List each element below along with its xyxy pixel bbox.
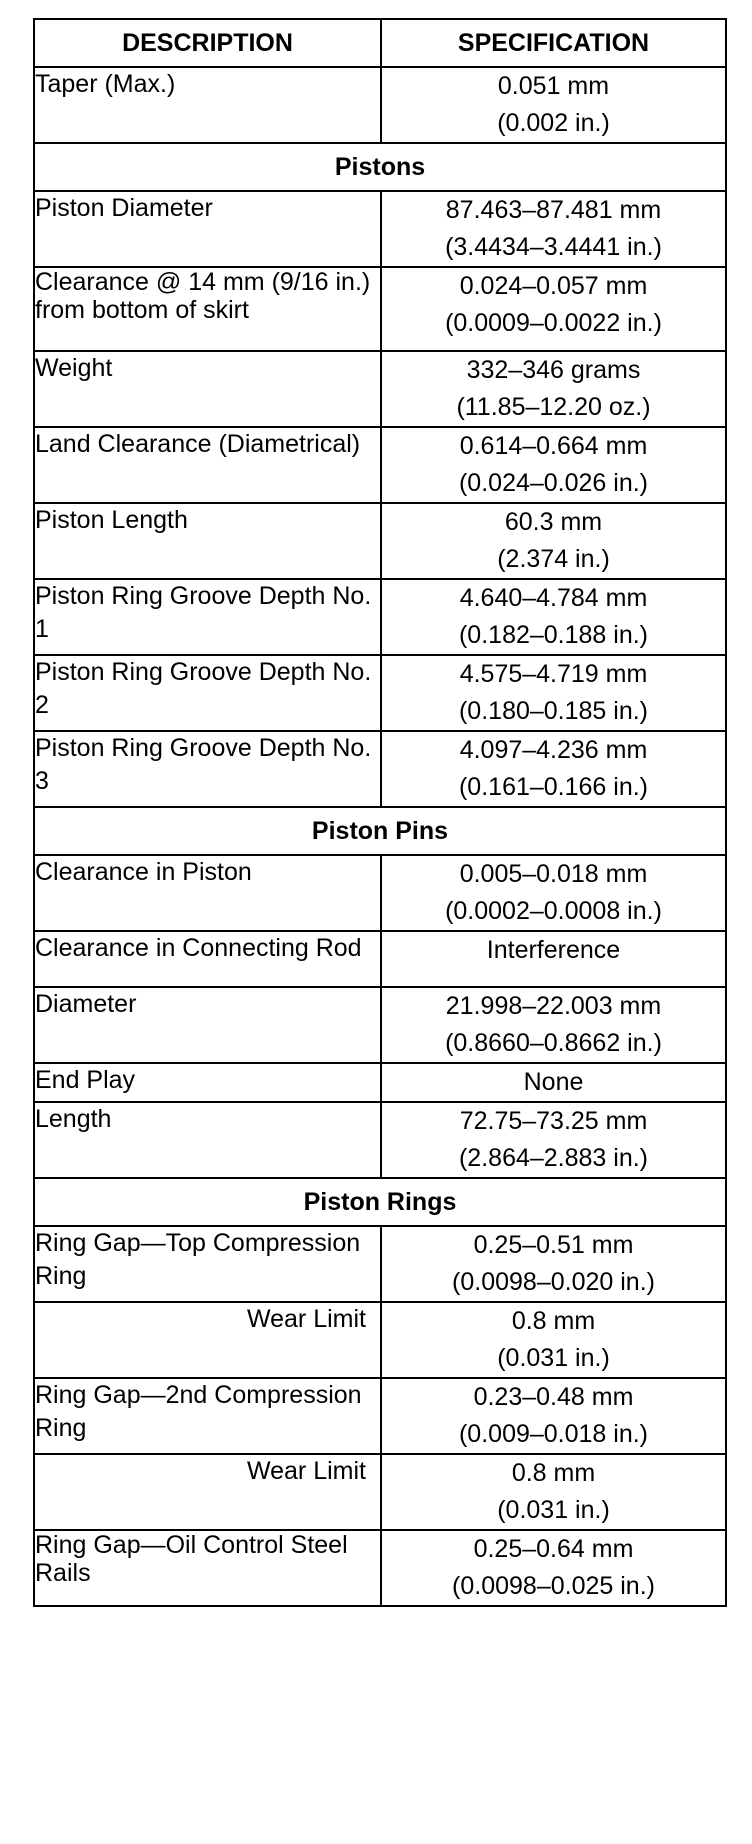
row-specification <box>381 267 726 351</box>
table-row <box>34 1454 726 1530</box>
row-description: Wear Limit <box>34 1454 381 1530</box>
row-specification <box>381 191 726 267</box>
spec-metric: 87.463–87.481 mm <box>445 196 662 224</box>
table-row <box>34 1226 726 1302</box>
spec-metric: 60.3 mm <box>504 508 603 536</box>
spec-metric: 4.640–4.784 mm <box>459 584 648 612</box>
spec-metric: 21.998–22.003 mm <box>445 992 662 1020</box>
spec-metric: 4.097–4.236 mm <box>459 736 648 764</box>
row-description: Clearance in Piston <box>34 855 381 931</box>
spec-imperial: (0.031 in.) <box>497 1344 610 1372</box>
row-description: Land Clearance (Diametrical) <box>34 427 381 503</box>
table-row <box>34 191 726 267</box>
spec-imperial: (0.180–0.185 in.) <box>458 697 649 725</box>
spec-metric: 0.8 mm <box>511 1459 596 1487</box>
spec-imperial: (2.374 in.) <box>497 545 610 573</box>
table-row <box>34 655 726 731</box>
section-row <box>34 143 726 191</box>
spec-body <box>34 67 726 1606</box>
spec-imperial: (11.85–12.20 oz.) <box>456 393 651 421</box>
row-specification <box>381 1530 726 1606</box>
row-specification <box>381 503 726 579</box>
section-title: Piston Rings <box>34 1178 726 1226</box>
header-description: DESCRIPTION <box>34 19 381 67</box>
spec-imperial: (0.0098–0.025 in.) <box>452 1572 655 1600</box>
row-description: Piston Ring Groove Depth No. 2 <box>34 655 381 731</box>
spec-imperial: (0.024–0.026 in.) <box>458 469 649 497</box>
spec-metric: 0.8 mm <box>511 1307 596 1335</box>
row-description: Weight <box>34 351 381 427</box>
spec-table <box>33 18 727 1607</box>
spec-imperial: (0.031 in.) <box>497 1496 610 1524</box>
spec-imperial: (0.002 in.) <box>497 109 610 137</box>
spec-imperial: (0.8660–0.8662 in.) <box>445 1029 662 1057</box>
table-row <box>34 1530 726 1606</box>
row-specification <box>381 67 726 143</box>
table-row <box>34 1302 726 1378</box>
spec-metric: 4.575–4.719 mm <box>459 660 648 688</box>
spec-metric: 0.25–0.64 mm <box>473 1535 634 1563</box>
row-specification <box>381 427 726 503</box>
row-specification <box>381 1454 726 1530</box>
row-specification <box>381 855 726 931</box>
spec-imperial: (0.161–0.166 in.) <box>458 773 649 801</box>
row-description: Piston Ring Groove Depth No. 3 <box>34 731 381 807</box>
row-specification <box>381 1226 726 1302</box>
row-specification <box>381 655 726 731</box>
row-description: Length <box>34 1102 381 1178</box>
row-description: Ring Gap—Oil Control Steel Rails <box>34 1530 381 1606</box>
spec-metric: 0.23–0.48 mm <box>473 1383 634 1411</box>
section-row <box>34 1178 726 1226</box>
table-row <box>34 731 726 807</box>
section-title: Pistons <box>34 143 726 191</box>
spec-imperial: (0.0002–0.0008 in.) <box>445 897 662 925</box>
table-row <box>34 267 726 351</box>
spec-imperial: (0.0009–0.0022 in.) <box>445 309 662 337</box>
row-description: Piston Ring Groove Depth No. 1 <box>34 579 381 655</box>
row-specification <box>381 1378 726 1454</box>
table-row <box>34 855 726 931</box>
section-row <box>34 807 726 855</box>
row-description: Ring Gap—2nd Compression Ring <box>34 1378 381 1454</box>
row-description: Wear Limit <box>34 1302 381 1378</box>
table-row <box>34 503 726 579</box>
spec-metric: 0.024–0.057 mm <box>459 272 648 300</box>
spec-imperial: (0.0098–0.020 in.) <box>452 1268 655 1296</box>
spec-metric: None <box>523 1068 584 1096</box>
table-row <box>34 1378 726 1454</box>
row-specification <box>381 1302 726 1378</box>
table-row <box>34 427 726 503</box>
row-specification <box>381 351 726 427</box>
spec-imperial: (2.864–2.883 in.) <box>458 1144 649 1172</box>
table-row <box>34 1063 726 1102</box>
spec-metric: 0.614–0.664 mm <box>459 432 648 460</box>
row-specification <box>381 1102 726 1178</box>
row-description: Piston Length <box>34 503 381 579</box>
row-description: Piston Diameter <box>34 191 381 267</box>
header-specification: SPECIFICATION <box>381 19 726 67</box>
row-description: Clearance in Connecting Rod <box>34 931 381 987</box>
spec-imperial: (0.009–0.018 in.) <box>458 1420 649 1448</box>
spec-metric: Interference <box>486 936 621 964</box>
spec-metric: 0.25–0.51 mm <box>473 1231 634 1259</box>
row-specification <box>381 1063 726 1102</box>
row-description: Ring Gap—Top Compression Ring <box>34 1226 381 1302</box>
spec-imperial: (0.182–0.188 in.) <box>458 621 649 649</box>
row-description: Taper (Max.) <box>34 67 381 143</box>
spec-metric: 0.051 mm <box>497 72 610 100</box>
header-row <box>34 19 726 67</box>
row-specification <box>381 579 726 655</box>
row-specification <box>381 987 726 1063</box>
spec-metric: 332–346 grams <box>466 356 641 384</box>
row-description: Diameter <box>34 987 381 1063</box>
table-row <box>34 987 726 1063</box>
table-row <box>34 351 726 427</box>
row-description: Clearance @ 14 mm (9/16 in.) from bottom of skirt <box>34 267 381 351</box>
table-row <box>34 579 726 655</box>
row-specification <box>381 931 726 987</box>
table-row <box>34 931 726 987</box>
spec-imperial: (3.4434–3.4441 in.) <box>445 233 662 261</box>
row-description: End Play <box>34 1063 381 1102</box>
spec-metric: 72.75–73.25 mm <box>459 1107 648 1135</box>
table-row <box>34 67 726 143</box>
section-title: Piston Pins <box>34 807 726 855</box>
table-row <box>34 1102 726 1178</box>
row-specification <box>381 731 726 807</box>
spec-metric: 0.005–0.018 mm <box>459 860 648 888</box>
